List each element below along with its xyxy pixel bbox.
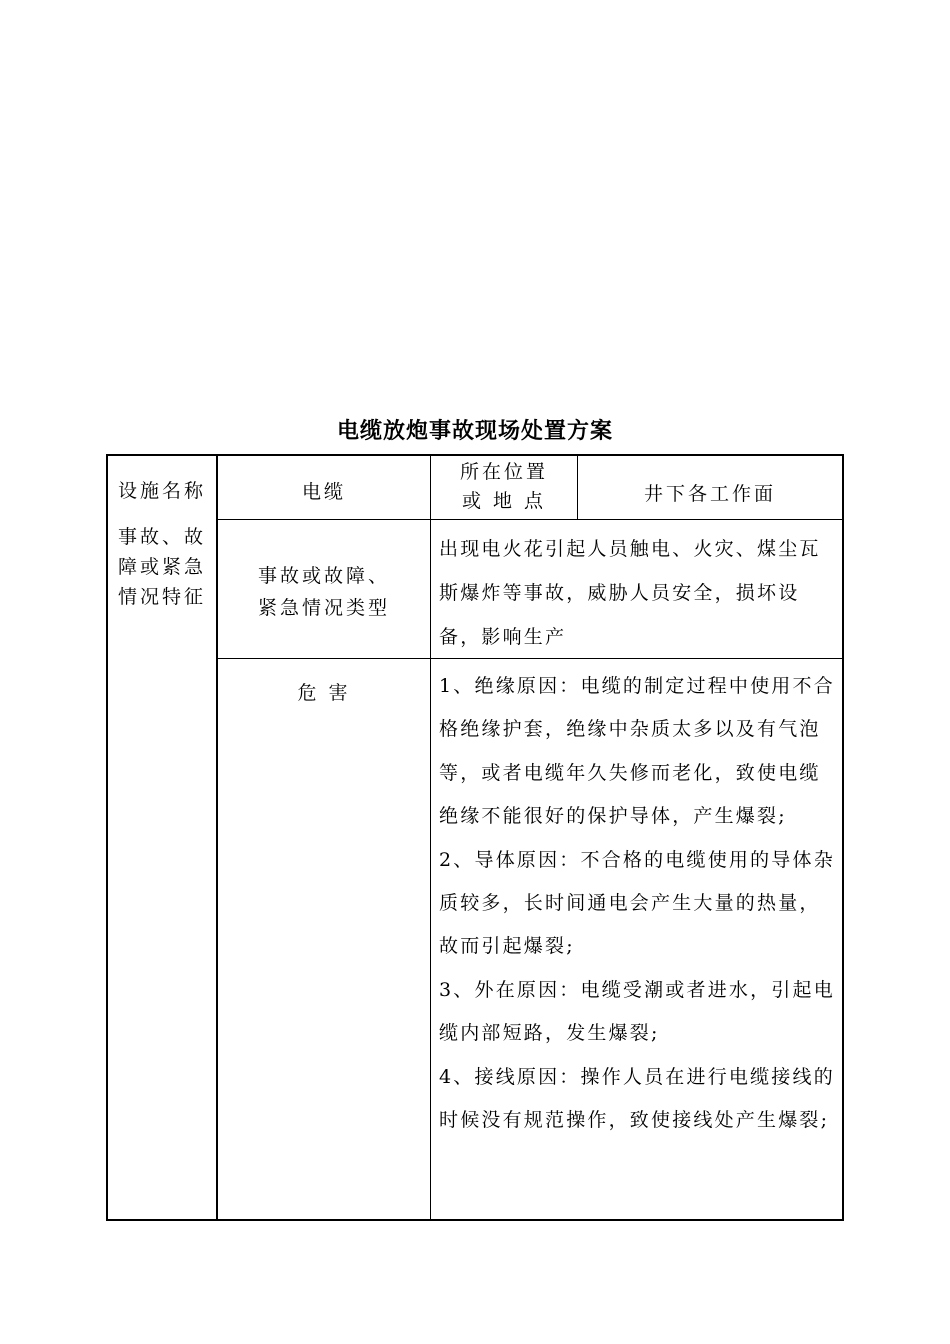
document-title: 电缆放炮事故现场处置方案 (336, 419, 613, 444)
hazard-item-4: 4、接线原因：操作人员在进行电缆接线的时候没有规范操作，致使接线处产生爆裂; (439, 1065, 835, 1132)
hazard-list (439, 665, 837, 1142)
row-divider-1 (216, 519, 844, 520)
characteristics-label (108, 522, 216, 612)
incident-type-label-line-2: 紧急情况类型 (257, 597, 390, 619)
hazard-item-1: 1、绝缘原因：电缆的制定过程中使用不合格绝缘护套，绝缘中杂质太多以及有气泡等，或者电缆年久失修而老化，致使电缆绝缘不能很好的保护导体，产生爆裂; (439, 675, 835, 828)
location-label-line-1: 所在位置 (459, 461, 548, 483)
location-label-line-2: 或 地 点 (461, 490, 547, 512)
incident-type-label (218, 560, 430, 624)
characteristics-line-2: 障或紧急 (117, 556, 206, 578)
facility-name-value: 电缆 (301, 481, 346, 503)
table-border-right (842, 454, 844, 1221)
incident-type-label-line-1: 事故或故障、 (257, 565, 390, 587)
hazard-label: 危 害 (297, 682, 351, 704)
hazard-item-3: 3、外在原因：电缆受潮或者进水，引起电缆内部短路，发生爆裂; (439, 978, 835, 1045)
characteristics-line-3: 情况特征 (117, 586, 206, 608)
location-value: 井下各工作面 (643, 483, 776, 505)
column-divider-2 (430, 454, 431, 1221)
hazard-item-2: 2、导体原因：不合格的电缆使用的导体杂质较多，长时间通电会产生大量的热量，故而引起爆裂; (439, 848, 835, 958)
facility-name-label: 设施名称 (117, 480, 206, 502)
location-label (431, 458, 577, 516)
incident-type-value: 出现电火花引起人员触电、火灾、煤尘瓦斯爆炸等事故，威胁人员安全，损坏设备，影响生产 (439, 538, 821, 648)
characteristics-line-1: 事故、故 (117, 526, 206, 548)
